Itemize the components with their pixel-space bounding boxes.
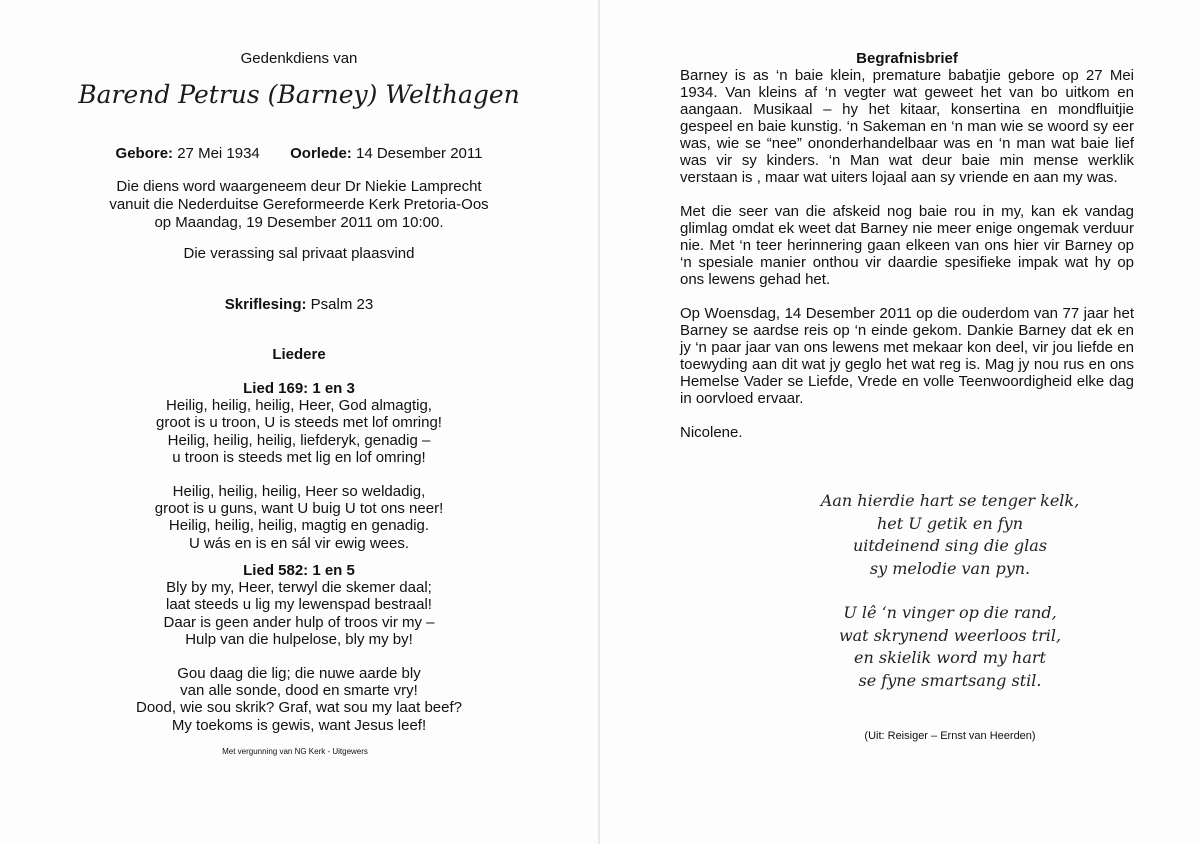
letter-signature: Nicolene. [680,424,743,441]
dates-line [0,145,598,162]
verse-line: Heilig, heilig, heilig, Heer so weldadig, [172,483,426,501]
letter-paragraph: Barney is as ‘n baie klein, premature babatjie gebore op 27 Mei 1934. Van kleins af ‘n vegter wat geweet het van bo uitkom en aangaan. Musikaal – hy het kitaar, konsertina en mondfluitjie gespeel en baie kunstig. ‘n Sakeman en ‘n man wie se woord sy eer was, wie se “nee” ononderhandelbaar was en ‘n man wat baie lief was vir sy kinders. ‘n Man wat deur baie min mense werklik verstaan is , maar wat uiters lojaal aan sy vriende en aan my was. [680,67,1134,186]
verse-line: u troon is steeds met lig en lof omring! [172,448,426,466]
reading-value: Psalm 23 [310,296,374,313]
letter-paragraph: Op Woensdag, 14 Desember 2011 op die ouderdom van 77 jaar het Barney se aardse reis op ‘n einde gekom. Dankie Barney dat ek en jy ‘n paar jaar van ons lewens met mekaar kon deel, vir jou liefde en toewyding aan dit wat jy geglo het wat reg is. Mag jy nou rus en ons Hemelse Vader se Liefde, Vrede en volle Teenwoordigheid elke dag in oorvloed ervaar. [680,305,1134,407]
poem-stanza [660,490,1200,580]
funeral-letter [680,67,1134,458]
poem-line: sy melodie van pyn. [869,558,1031,578]
verse-line: laat steeds u lig my lewenspad bestraal! [166,596,432,614]
service-line: op Maandag, 19 Desember 2011 om 10:00. [154,214,444,231]
songs-heading: Liedere [272,346,326,363]
poem-line: Aan hierdie hart se tenger kelk, [820,491,1080,510]
cremation-note: Die verassing sal privaat plaasvind [183,245,415,262]
verse-line: Heilig, heilig, heilig, liefderyk, genadig – [167,431,431,449]
poem-line: wat skrynend weerloos tril, [838,625,1062,645]
letter-paragraph: Met die seer van die afskeid nog baie rou in my, kan ek vandag glimlag omdat ek weet dat Barney nie meer enige ongemak verduur nie. Met ‘n teer herinnering gaan elkeen van ons hier vir Barney op ‘n spesiale manier onthou vir daardie spesifieke impak wat hy op ons lewens gehad het. [680,203,1134,288]
poem-line: en skielik word my hart [854,648,1046,667]
deceased-name: Barend Petrus (Barney) Welthagen [78,80,520,109]
verse-line: My toekoms is gewis, want Jesus leef! [171,716,427,734]
service-line: vanuit die Nederduitse Gereformeerde Kerk Pretoria-Oos [109,196,489,213]
verse-line: Bly by my, Heer, terwyl die skemer daal; [166,579,432,597]
born-label: Gebore: [115,145,174,162]
poem-line: uitdeinend sing die glas [852,536,1048,555]
scripture-reading [0,296,598,313]
died-label: Oorlede: [290,145,352,162]
song-verse [0,579,598,648]
poem-line: U lê ‘n vinger op die rand, [843,603,1057,622]
verse-line: groot is u guns, want U buig U tot ons neer! [154,500,444,518]
service-line: Die diens word waargeneem deur Dr Niekie Lamprecht [116,178,482,195]
poem-line: se fyne smartsang stil. [858,670,1042,690]
song-block [0,380,598,569]
verse-line: U wás en is en sál vir ewig wees. [188,534,410,552]
born-value: 27 Mei 1934 [177,145,260,162]
verse-line: Heilig, heilig, heilig, Heer, God almagtig, [166,397,432,415]
died-value: 14 Desember 2011 [355,145,483,162]
verse-line: Heilig, heilig, heilig, magtig en genadig. [168,517,430,535]
poem-stanza [660,602,1200,692]
verse-line: Daar is geen ander hulp of troos vir my – [163,613,435,631]
poem-source: (Uit: Reisiger – Ernst van Heerden) [864,730,1036,742]
verse-line: groot is u troon, U is steeds met lof omring! [156,414,442,432]
verse-line: Hulp van die hulpelose, bly my by! [185,630,413,648]
verse-line: Gou daag die lig; die nuwe aarde bly [177,665,421,683]
song-block [0,562,598,751]
song-verse [0,665,598,734]
reading-label: Skriflesing: [224,296,307,313]
verse-line: van alle sonde, dood en smarte vry! [180,682,418,700]
poem [660,490,1200,714]
poem-line: het U getik en fyn [876,513,1024,533]
service-details [0,178,598,232]
song-verse [0,397,598,466]
verse-line: Dood, wie sou skrik? Graf, wat sou my laat beef? [136,699,462,717]
song-title: Lied 582: 1 en 5 [243,562,355,579]
letter-title: Begrafnisbrief [856,50,958,67]
song-verse [0,483,598,552]
memorial-intro: Gedenkdiens van [240,50,358,67]
song-title: Lied 169: 1 en 3 [243,380,355,397]
copyright-permission: Met vergunning van NG Kerk - Uitgewers [222,747,368,756]
